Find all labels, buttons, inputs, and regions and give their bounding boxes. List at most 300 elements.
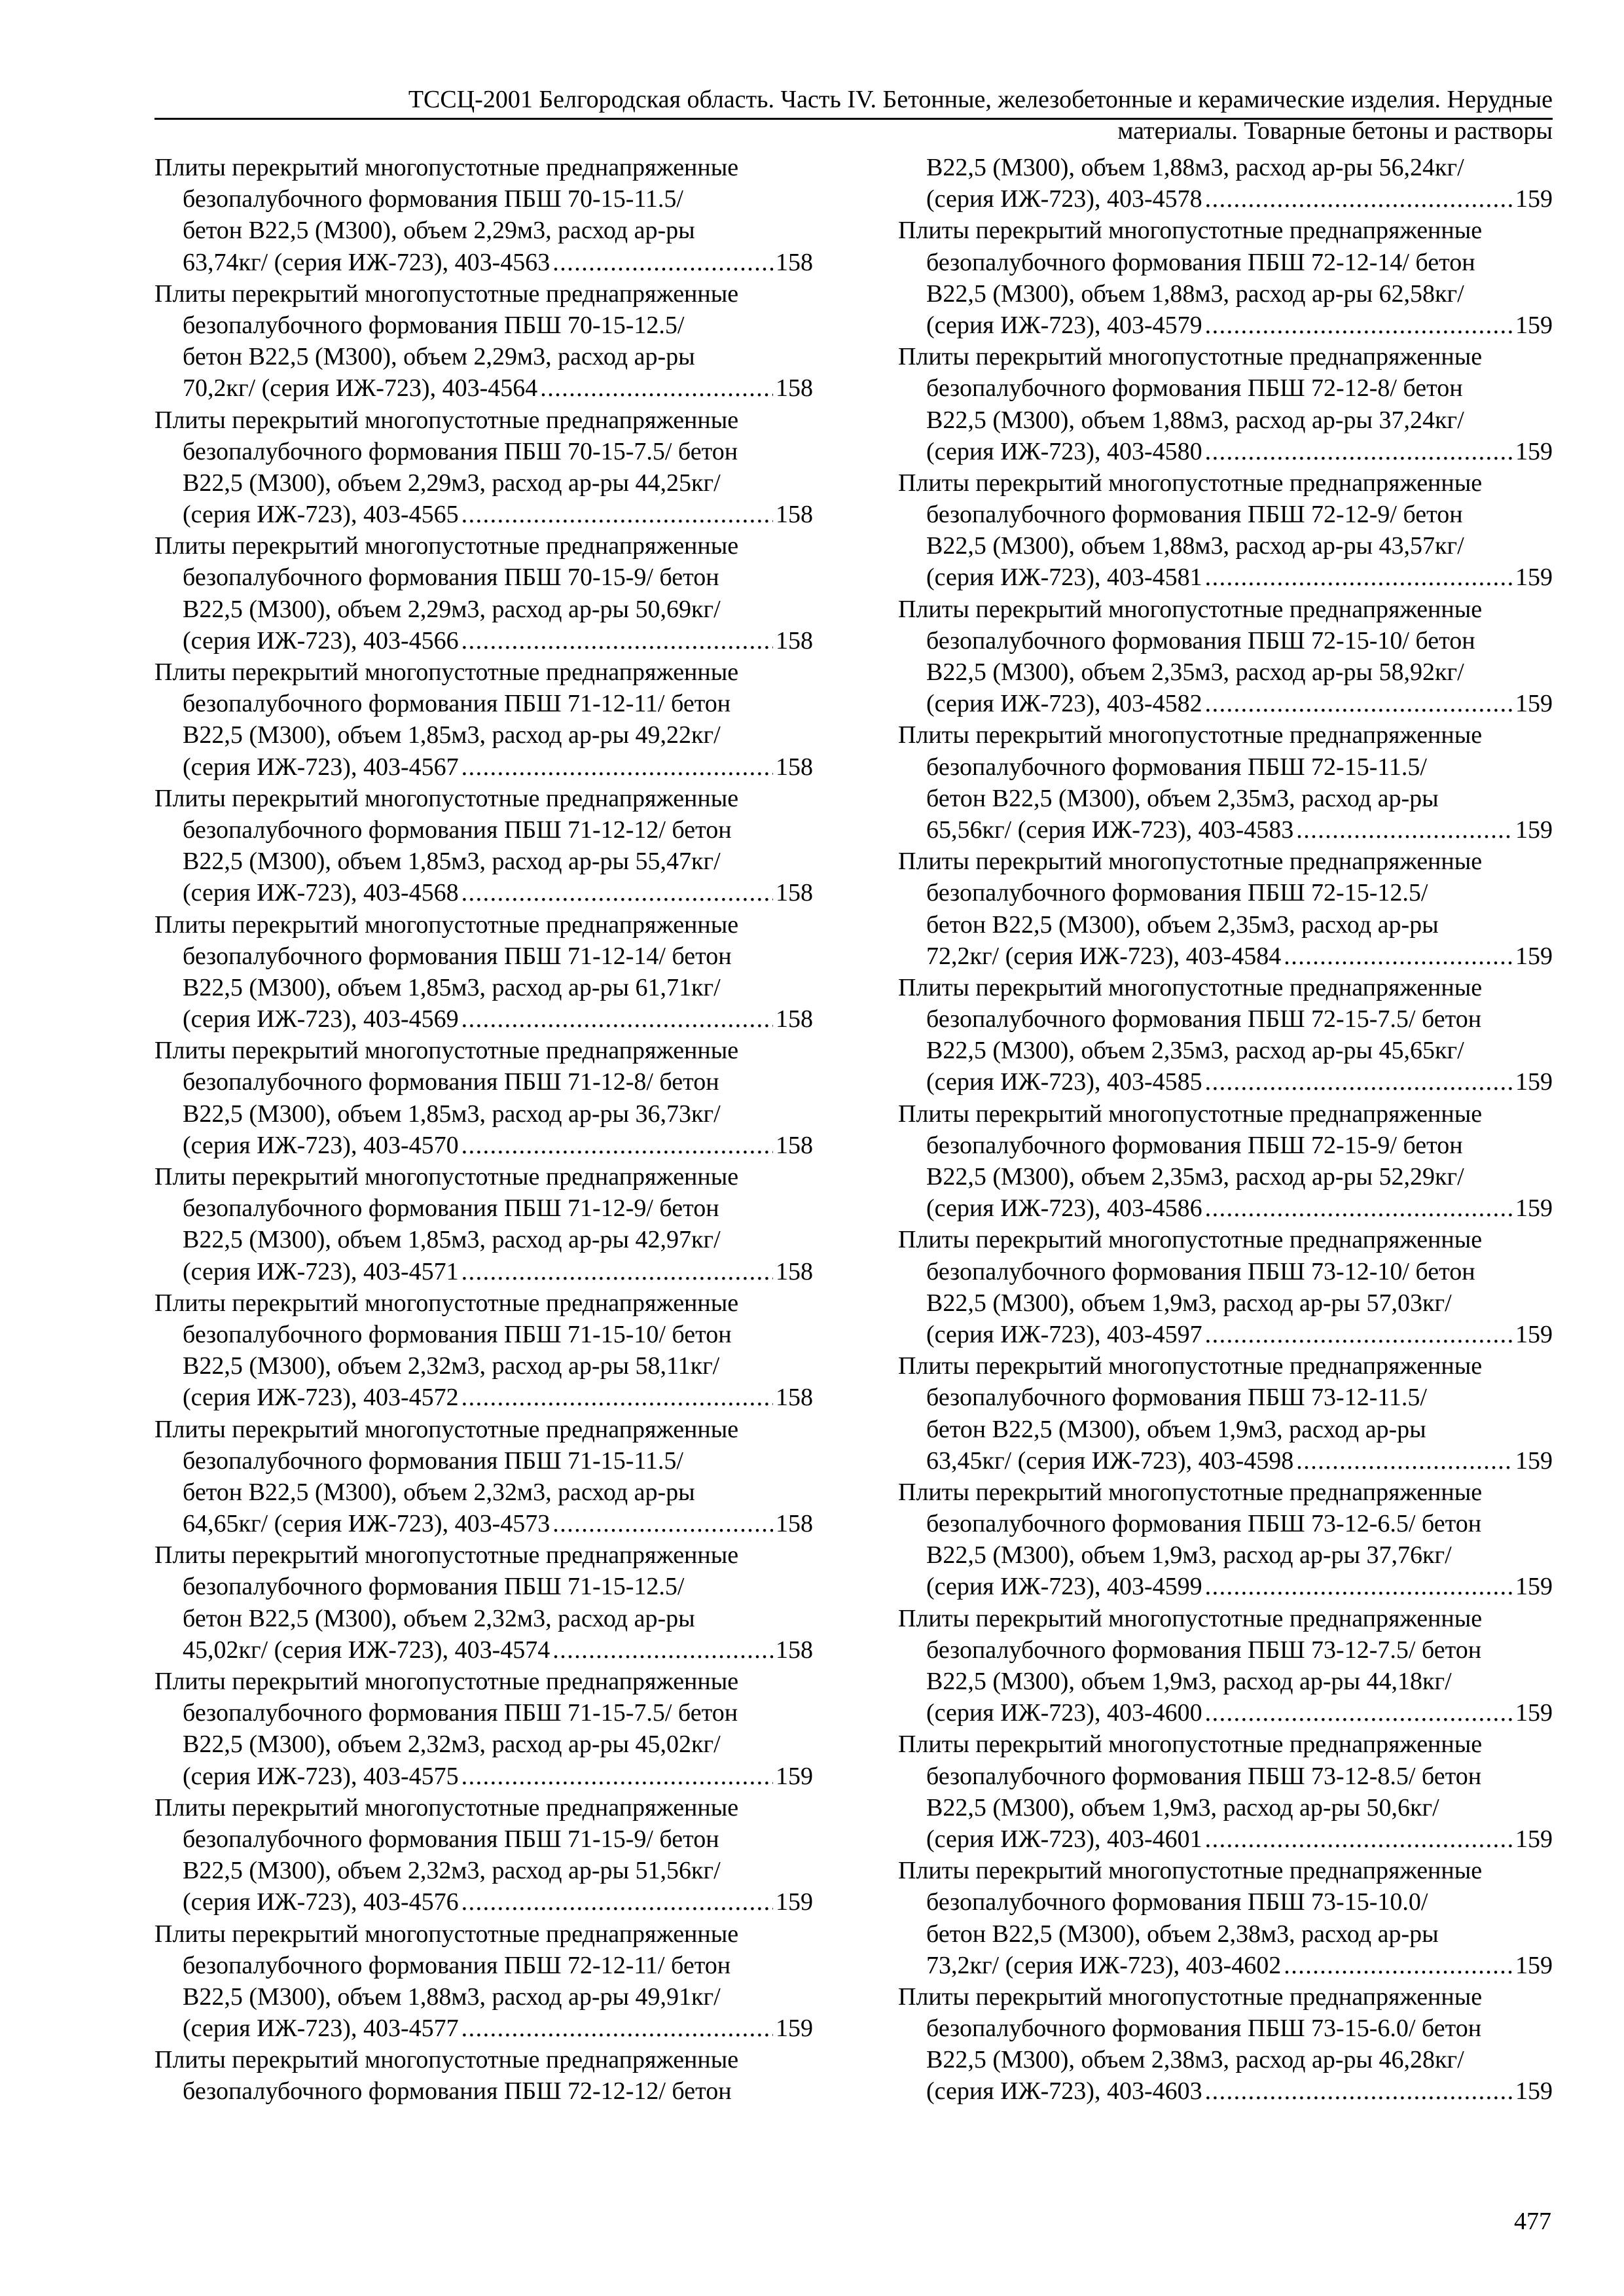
entry-page-number: 159 xyxy=(1515,1825,1553,1853)
index-entry xyxy=(898,1603,1553,1729)
index-entry-line xyxy=(898,278,1553,310)
index-entry-line xyxy=(154,1066,813,1098)
entry-text: (серия ИЖ-723), 403-4565 xyxy=(183,501,459,529)
entry-page-number: 159 xyxy=(1515,311,1553,339)
entry-text: безопалубочного формования ПБШ 72-15-7.5/ бетон xyxy=(926,1005,1482,1033)
entry-text: Плиты перекрытий многопустотные преднапряженные xyxy=(898,469,1483,497)
entry-text: Плиты перекрытий многопустотные преднапряженные xyxy=(898,721,1483,749)
header-rule xyxy=(154,118,1553,120)
index-entry-line xyxy=(898,656,1553,688)
entry-text: (серия ИЖ-723), 403-4578 xyxy=(926,185,1202,213)
index-entry-line xyxy=(898,1382,1553,1413)
dot-leader xyxy=(461,1130,773,1161)
entry-page-number: 159 xyxy=(1515,2077,1553,2106)
index-entry-line xyxy=(898,846,1553,877)
entry-page-number: 159 xyxy=(1515,1320,1553,1348)
dot-leader xyxy=(1205,1697,1513,1729)
index-entry-line xyxy=(898,2075,1553,2107)
entry-text: безопалубочного формования ПБШ 72-15-9/ бетон xyxy=(926,1131,1463,1159)
index-entry-line xyxy=(898,594,1553,625)
entry-text: Плиты перекрытий многопустотные преднапряженные xyxy=(898,973,1483,1001)
header-line-2: материалы. Товарные бетоны и растворы xyxy=(1117,117,1553,145)
index-column-right xyxy=(898,152,1553,2108)
index-entry-line xyxy=(154,1414,813,1445)
index-entry-line xyxy=(154,909,813,941)
entry-text: безопалубочного формования ПБШ 71-15-11.5/ xyxy=(183,1446,683,1475)
dot-leader xyxy=(552,247,773,278)
dot-leader xyxy=(461,625,773,656)
index-entry xyxy=(898,1729,1553,1855)
entry-text: Плиты перекрытий многопустотные преднапряженные xyxy=(898,217,1483,245)
dot-leader xyxy=(461,877,773,908)
index-entry-line xyxy=(154,1508,813,1539)
header-line-1: ТССЦ-2001 Белгородская область. Часть IV. Бетонные, железобетонные и керамические изделия. Нерудные xyxy=(408,86,1553,113)
entry-page-number: 159 xyxy=(1515,942,1553,970)
index-entry-line xyxy=(154,1287,813,1319)
entry-text: Плиты перекрытий многопустотные преднапряженные xyxy=(154,279,739,308)
index-entry-line xyxy=(154,1761,813,1792)
entry-text: (серия ИЖ-723), 403-4579 xyxy=(926,311,1202,339)
index-entry-line xyxy=(154,594,813,625)
entry-text: Плиты перекрытий многопустотные преднапряженные xyxy=(898,1731,1483,1759)
index-entry-line xyxy=(154,436,813,467)
dot-leader xyxy=(461,499,773,530)
entry-text: В22,5 (М300), объем 1,9м3, расход ар-ры 37,76кг/ xyxy=(926,1541,1452,1570)
entry-text: безопалубочного формования ПБШ 72-12-11/ бетон xyxy=(183,1951,731,1979)
entry-text: безопалубочного формования ПБШ 72-15-10/ бетон xyxy=(926,626,1475,655)
entry-page-number: 159 xyxy=(1515,1573,1553,1601)
index-entry xyxy=(898,972,1553,1098)
entry-text: Плиты перекрытий многопустотные преднапряженные xyxy=(154,658,739,686)
index-entry-line xyxy=(898,1539,1553,1571)
index-entry xyxy=(898,152,1553,215)
entry-text: (серия ИЖ-723), 403-4568 xyxy=(183,879,459,907)
entry-text: безопалубочного формования ПБШ 71-15-10/ бетон xyxy=(183,1320,732,1348)
index-entry-line xyxy=(898,1161,1553,1193)
index-entry-line xyxy=(898,1130,1553,1161)
index-entry-line xyxy=(154,1035,813,1066)
entry-text: безопалубочного формования ПБШ 73-12-10/ бетон xyxy=(926,1257,1475,1285)
entry-text: 70,2кг/ (серия ИЖ-723), 403-4564 xyxy=(183,374,538,403)
index-entry-line xyxy=(154,1603,813,1634)
entry-text: Плиты перекрытий многопустотные преднапряженные xyxy=(154,154,739,181)
entry-text: (серия ИЖ-723), 403-4580 xyxy=(926,437,1202,465)
entry-text: В22,5 (М300), объем 1,85м3, расход ар-ры 61,71кг/ xyxy=(183,973,721,1001)
entry-text: безопалубочного формования ПБШ 71-12-14/ бетон xyxy=(183,942,732,970)
index-entry-line xyxy=(154,310,813,341)
index-entry-line xyxy=(898,688,1553,719)
index-entry-line xyxy=(154,404,813,436)
entry-text: бетон В22,5 (М300), объем 2,29м3, расход ар-ры xyxy=(183,217,695,245)
index-entry-line xyxy=(154,1098,813,1130)
dot-leader xyxy=(1205,183,1513,215)
dot-leader xyxy=(1205,2075,1513,2107)
entry-page-number: 158 xyxy=(776,374,813,403)
index-entry xyxy=(154,783,813,909)
entry-text: Плиты перекрытий многопустотные преднапряженные xyxy=(154,1668,739,1695)
index-entry-line xyxy=(154,372,813,404)
index-entry xyxy=(154,1918,813,2045)
entry-text: безопалубочного формования ПБШ 72-12-8/ бетон xyxy=(926,374,1463,403)
dot-leader xyxy=(1284,941,1513,972)
entry-text: безопалубочного формования ПБШ 73-15-6.0/ бетон xyxy=(926,2015,1482,2043)
entry-text: бетон В22,5 (М300), объем 1,9м3, расход ар-ры xyxy=(926,1415,1426,1443)
index-entry-line xyxy=(898,1256,1553,1287)
dot-leader xyxy=(1205,1823,1513,1855)
index-entry-line xyxy=(154,1382,813,1413)
index-entry-line xyxy=(898,1792,1553,1823)
entry-page-number: 159 xyxy=(1515,1194,1553,1223)
entry-page-number: 158 xyxy=(776,1510,813,1538)
index-entry-line xyxy=(898,372,1553,404)
index-entry-line xyxy=(154,1855,813,1886)
index-entry-line xyxy=(154,1539,813,1571)
index-entry-line xyxy=(898,1761,1553,1792)
entry-text: безопалубочного формования ПБШ 70-15-7.5/ бетон xyxy=(183,437,738,465)
entry-page-number: 159 xyxy=(1515,1446,1553,1475)
index-entry-line xyxy=(154,1886,813,1918)
index-entry-line xyxy=(898,1287,1553,1319)
index-entry-line xyxy=(154,530,813,562)
entry-text: (серия ИЖ-723), 403-4576 xyxy=(183,1888,459,1916)
index-entry-line xyxy=(898,1634,1553,1666)
entry-text: В22,5 (М300), объем 1,9м3, расход ар-ры 50,6кг/ xyxy=(926,1793,1439,1821)
entry-page-number: 159 xyxy=(776,1762,813,1790)
index-entry-line xyxy=(898,152,1553,183)
index-entry-line xyxy=(154,719,813,751)
index-entry-line xyxy=(898,783,1553,814)
index-entry-line xyxy=(154,1224,813,1255)
index-entry-line xyxy=(154,1256,813,1287)
index-entry-line xyxy=(898,1981,1553,2013)
entry-text: Плиты перекрытий многопустотные преднапряженные xyxy=(154,1037,739,1065)
index-entry-line xyxy=(898,972,1553,1003)
index-entry xyxy=(154,404,813,531)
dot-leader xyxy=(461,1256,773,1287)
entry-text: В22,5 (М300), объем 2,35м3, расход ар-ры 45,65кг/ xyxy=(926,1037,1464,1065)
index-entry-line xyxy=(154,1571,813,1602)
entry-text: безопалубочного формования ПБШ 72-15-12.5/ xyxy=(926,879,1428,907)
index-entry-line xyxy=(898,183,1553,215)
dot-leader xyxy=(461,751,773,783)
entry-text: безопалубочного формования ПБШ 71-15-9/ бетон xyxy=(183,1825,719,1853)
entry-text: бетон В22,5 (М300), объем 2,38м3, расход ар-ры xyxy=(926,1920,1439,1948)
index-entry xyxy=(154,909,813,1035)
entry-page-number: 158 xyxy=(776,1257,813,1285)
index-entry-line xyxy=(154,1981,813,2013)
entry-text: В22,5 (М300), объем 2,32м3, расход ар-ры 51,56кг/ xyxy=(183,1857,721,1885)
dot-leader xyxy=(1205,688,1513,719)
index-entry-line xyxy=(898,247,1553,278)
dot-leader xyxy=(552,1508,773,1539)
dot-leader xyxy=(461,2013,773,2044)
entry-text: безопалубочного формования ПБШ 71-15-12.5/ xyxy=(183,1573,685,1601)
entry-text: (серия ИЖ-723), 403-4569 xyxy=(183,1005,459,1033)
index-entry-line xyxy=(154,247,813,278)
index-entry-line xyxy=(898,719,1553,751)
entry-text: безопалубочного формования ПБШ 71-12-12/ бетон xyxy=(183,816,732,844)
entry-text: В22,5 (М300), объем 1,88м3, расход ар-ры 62,58кг/ xyxy=(926,279,1464,308)
entry-page-number: 158 xyxy=(776,879,813,907)
index-entry-line xyxy=(898,1918,1553,1950)
index-entry xyxy=(898,341,1553,467)
entry-page-number: 159 xyxy=(1515,185,1553,213)
entry-text: Плиты перекрытий многопустотные преднапряженные xyxy=(898,1604,1483,1632)
entry-text: 64,65кг/ (серия ИЖ-723), 403-4573 xyxy=(183,1510,550,1538)
index-entry-line xyxy=(898,1950,1553,1981)
index-entry-line xyxy=(898,1571,1553,1602)
entry-text: безопалубочного формования ПБШ 71-15-7.5/ бетон xyxy=(183,1699,738,1727)
index-entry xyxy=(154,1287,813,1414)
entry-text: 73,2кг/ (серия ИЖ-723), 403-4602 xyxy=(926,1951,1282,1979)
entry-text: безопалубочного формования ПБШ 72-12-9/ бетон xyxy=(926,501,1463,529)
entry-text: В22,5 (М300), объем 2,29м3, расход ар-ры 50,69кг/ xyxy=(183,595,721,623)
entry-text: 63,45кг/ (серия ИЖ-723), 403-4598 xyxy=(926,1446,1294,1475)
index-entry-line xyxy=(154,846,813,877)
index-entry-line xyxy=(898,2044,1553,2075)
index-entry-line xyxy=(898,1729,1553,1760)
index-entry-line xyxy=(898,467,1553,499)
entry-text: безопалубочного формования ПБШ 73-12-8.5/ бетон xyxy=(926,1762,1482,1790)
entry-page-number: 158 xyxy=(776,753,813,781)
index-entry-line xyxy=(898,1003,1553,1035)
index-entry xyxy=(154,1792,813,1918)
entry-page-number: 159 xyxy=(1515,564,1553,592)
index-entry-line xyxy=(154,215,813,246)
index-entry-line xyxy=(154,1161,813,1193)
entry-page-number: 159 xyxy=(1515,816,1553,844)
index-entry xyxy=(898,846,1553,972)
index-entry-line xyxy=(898,941,1553,972)
entry-page-number: 158 xyxy=(776,501,813,529)
entry-text: Плиты перекрытий многопустотные преднапряженные xyxy=(154,2046,739,2074)
index-entry-line xyxy=(154,1477,813,1508)
entry-text: В22,5 (М300), объем 2,32м3, расход ар-ры 58,11кг/ xyxy=(183,1352,720,1380)
index-entry-line xyxy=(154,1697,813,1729)
entry-text: (серия ИЖ-723), 403-4566 xyxy=(183,626,459,655)
entry-text: 45,02кг/ (серия ИЖ-723), 403-4574 xyxy=(183,1636,550,1664)
index-entry-line xyxy=(898,625,1553,656)
entry-text: Плиты перекрытий многопустотные преднапряженные xyxy=(898,1982,1483,2011)
dot-leader xyxy=(1205,436,1513,467)
index-entry-line xyxy=(154,1634,813,1666)
entry-text: Плиты перекрытий многопустотные преднапряженные xyxy=(898,1226,1483,1254)
entry-text: В22,5 (М300), объем 1,85м3, расход ар-ры 36,73кг/ xyxy=(183,1100,721,1128)
index-entry xyxy=(154,278,813,404)
index-entry xyxy=(898,1224,1553,1350)
page-number: 477 xyxy=(1514,2208,1551,2235)
dot-leader xyxy=(1205,1319,1513,1350)
entry-text: В22,5 (М300), объем 1,88м3, расход ар-ры 43,57кг/ xyxy=(926,532,1464,560)
index-entry-line xyxy=(154,2075,813,2107)
entry-text: Плиты перекрытий многопустотные преднапряженные xyxy=(154,1415,739,1443)
entry-text: 65,56кг/ (серия ИЖ-723), 403-4583 xyxy=(926,816,1294,844)
index-entry-line xyxy=(898,530,1553,562)
index-entry-line xyxy=(154,467,813,499)
index-entry-line xyxy=(898,1066,1553,1098)
dot-leader xyxy=(1205,562,1513,593)
entry-text: (серия ИЖ-723), 403-4567 xyxy=(183,753,459,781)
dot-leader xyxy=(1284,1950,1513,1981)
entry-text: безопалубочного формования ПБШ 71-12-11/ бетон xyxy=(183,690,731,718)
index-entry-line xyxy=(898,1603,1553,1634)
index-entry xyxy=(898,1477,1553,1603)
index-entry-line xyxy=(898,1697,1553,1729)
index-entry-line xyxy=(898,1886,1553,1918)
entry-text: В22,5 (М300), объем 2,32м3, расход ар-ры 45,02кг/ xyxy=(183,1731,721,1759)
index-entry-line xyxy=(154,1193,813,1224)
entry-text: Плиты перекрытий многопустотные преднапряженные xyxy=(898,595,1483,623)
index-entry xyxy=(154,2044,813,2107)
index-entry xyxy=(898,215,1553,341)
index-entry-line xyxy=(154,499,813,530)
dot-leader xyxy=(461,1886,773,1918)
index-entry xyxy=(154,1666,813,1792)
index-entry-line xyxy=(154,814,813,846)
dot-leader xyxy=(461,1003,773,1035)
index-entry xyxy=(154,1539,813,1666)
entry-text: В22,5 (М300), объем 1,85м3, расход ар-ры 55,47кг/ xyxy=(183,848,721,876)
entry-text: (серия ИЖ-723), 403-4581 xyxy=(926,564,1202,592)
index-entry-line xyxy=(154,341,813,372)
index-entry-line xyxy=(898,877,1553,908)
index-entry xyxy=(898,1350,1553,1477)
entry-text: В22,5 (М300), объем 2,29м3, расход ар-ры 44,25кг/ xyxy=(183,469,721,497)
entry-text: Плиты перекрытий многопустотные преднапряженные xyxy=(898,1100,1483,1128)
entry-page-number: 158 xyxy=(776,626,813,655)
entry-text: Плиты перекрытий многопустотные преднапряженные xyxy=(154,910,739,939)
index-entry-line xyxy=(154,625,813,656)
entry-text: Плиты перекрытий многопустотные преднапряженные xyxy=(154,1541,739,1570)
entry-text: В22,5 (М300), объем 2,35м3, расход ар-ры 58,92кг/ xyxy=(926,658,1464,686)
index-entry-line xyxy=(154,972,813,1003)
index-entry xyxy=(154,152,813,278)
entry-text: В22,5 (М300), объем 1,88м3, расход ар-ры 56,24кг/ xyxy=(926,154,1464,181)
dot-leader xyxy=(552,1634,773,1666)
index-entry xyxy=(898,1098,1553,1225)
entry-text: 63,74кг/ (серия ИЖ-723), 403-4563 xyxy=(183,248,550,276)
index-entry xyxy=(154,1161,813,1287)
entry-text: безопалубочного формования ПБШ 70-15-9/ бетон xyxy=(183,564,719,592)
entry-text: безопалубочного формования ПБШ 73-12-7.5/ бетон xyxy=(926,1636,1482,1664)
entry-page-number: 159 xyxy=(1515,437,1553,465)
index-entry xyxy=(154,1414,813,1540)
index-entry-line xyxy=(898,1035,1553,1066)
entry-text: (серия ИЖ-723), 403-4585 xyxy=(926,1068,1202,1096)
dot-leader xyxy=(1205,1193,1513,1224)
dot-leader xyxy=(1296,1445,1513,1477)
dot-leader xyxy=(461,1761,773,1792)
entry-text: безопалубочного формования ПБШ 71-12-9/ бетон xyxy=(183,1194,719,1223)
dot-leader xyxy=(1296,814,1513,846)
index-entry-line xyxy=(898,215,1553,246)
index-entry-line xyxy=(898,1414,1553,1445)
index-entry-line xyxy=(154,688,813,719)
entry-text: бетон В22,5 (М300), объем 2,32м3, расход ар-ры xyxy=(183,1604,695,1632)
entry-text: Плиты перекрытий многопустотные преднапряженные xyxy=(154,784,739,812)
entry-page-number: 159 xyxy=(776,2015,813,2043)
index-entry-line xyxy=(898,909,1553,941)
entry-text: безопалубочного формования ПБШ 73-12-11.5/ xyxy=(926,1384,1427,1412)
entry-page-number: 158 xyxy=(776,248,813,276)
entry-text: (серия ИЖ-723), 403-4599 xyxy=(926,1573,1202,1601)
entry-text: безопалубочного формования ПБШ 70-15-12.5/ xyxy=(183,311,685,339)
entry-page-number: 158 xyxy=(776,1384,813,1412)
index-entry-line xyxy=(898,1445,1553,1477)
entry-text: (серия ИЖ-723), 403-4575 xyxy=(183,1762,459,1790)
entry-text: (серия ИЖ-723), 403-4597 xyxy=(926,1320,1202,1348)
entry-text: (серия ИЖ-723), 403-4572 xyxy=(183,1384,459,1412)
entry-page-number: 159 xyxy=(1515,690,1553,718)
entry-text: (серия ИЖ-723), 403-4571 xyxy=(183,1257,459,1285)
entry-text: В22,5 (М300), объем 1,85м3, расход ар-ры 42,97кг/ xyxy=(183,1226,721,1254)
index-entry-line xyxy=(154,152,813,183)
entry-text: (серия ИЖ-723), 403-4577 xyxy=(183,2015,459,2043)
index-entry-line xyxy=(154,183,813,215)
entry-text: Плиты перекрытий многопустотные преднапряженные xyxy=(154,1793,739,1821)
entry-page-number: 159 xyxy=(1515,1699,1553,1727)
entry-text: безопалубочного формования ПБШ 73-12-6.5/ бетон xyxy=(926,1510,1482,1538)
index-entry-line xyxy=(154,751,813,783)
entry-text: Плиты перекрытий многопустотные преднапряженные xyxy=(898,1857,1483,1885)
dot-leader xyxy=(1205,1066,1513,1098)
entry-text: безопалубочного формования ПБШ 72-12-12/ бетон xyxy=(183,2077,732,2106)
entry-text: безопалубочного формования ПБШ 70-15-11.5/ xyxy=(183,185,683,213)
index-entry-line xyxy=(154,562,813,593)
index-entry-line xyxy=(898,814,1553,846)
entry-text: безопалубочного формования ПБШ 71-12-8/ бетон xyxy=(183,1068,719,1096)
entry-text: Плиты перекрытий многопустотные преднапряженные xyxy=(154,1920,739,1948)
entry-text: (серия ИЖ-723), 403-4582 xyxy=(926,690,1202,718)
entry-text: Плиты перекрытий многопустотные преднапряженные xyxy=(898,343,1483,371)
index-entry-line xyxy=(154,278,813,310)
index-entry-line xyxy=(898,310,1553,341)
entry-page-number: 158 xyxy=(776,1636,813,1664)
index-entry-line xyxy=(898,341,1553,372)
entry-page-number: 158 xyxy=(776,1131,813,1159)
index-entry-line xyxy=(154,877,813,908)
index-column-left xyxy=(154,152,813,2108)
entry-text: Плиты перекрытий многопустотные преднапряженные xyxy=(898,1352,1483,1380)
index-entry-line xyxy=(154,1666,813,1697)
index-entry xyxy=(898,719,1553,846)
entry-page-number: 159 xyxy=(1515,1951,1553,1979)
entry-text: Плиты перекрытий многопустотные преднапряженные xyxy=(898,848,1483,876)
entry-text: В22,5 (М300), объем 1,9м3, расход ар-ры 57,03кг/ xyxy=(926,1289,1452,1317)
index-entry-line xyxy=(154,1950,813,1981)
index-entry-line xyxy=(898,436,1553,467)
index-entry xyxy=(898,1855,1553,1981)
entry-text: В22,5 (М300), объем 1,85м3, расход ар-ры 49,22кг/ xyxy=(183,721,721,749)
entry-text: (серия ИЖ-723), 403-4600 xyxy=(926,1699,1202,1727)
entry-text: бетон В22,5 (М300), объем 2,32м3, расход ар-ры xyxy=(183,1478,695,1506)
index-entry-line xyxy=(898,1098,1553,1130)
index-entry xyxy=(154,530,813,656)
index-entry-line xyxy=(154,1130,813,1161)
index-entry-line xyxy=(154,783,813,814)
index-entry xyxy=(154,1035,813,1161)
index-entry-line xyxy=(154,1823,813,1855)
entry-page-number: 159 xyxy=(1515,1068,1553,1096)
entry-page-number: 158 xyxy=(776,1005,813,1033)
index-entry-line xyxy=(154,1319,813,1350)
entry-text: В22,5 (М300), объем 2,35м3, расход ар-ры 52,29кг/ xyxy=(926,1163,1464,1191)
entry-text: Плиты перекрытий многопустотные преднапряженные xyxy=(154,1289,739,1317)
dot-leader xyxy=(1205,310,1513,341)
index-entry-line xyxy=(154,941,813,972)
index-entry-line xyxy=(154,1445,813,1477)
index-entry-line xyxy=(154,1792,813,1823)
